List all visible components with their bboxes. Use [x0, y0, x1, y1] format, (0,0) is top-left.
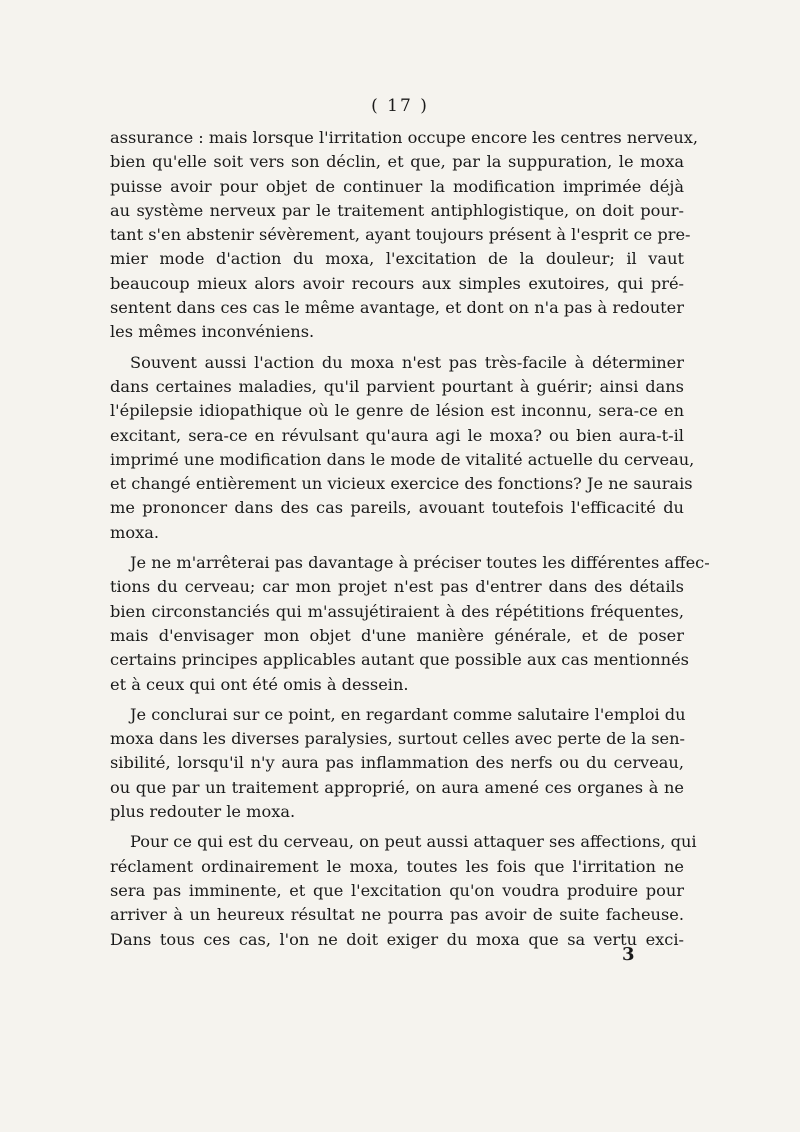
text-line: sera pas imminente, et que l'excitation qu'on voudra produire pour: [110, 880, 684, 900]
text-line: sibilité, lorsqu'il n'y aura pas inflammation des nerfs ou du cerveau,: [110, 753, 684, 773]
text-line: Dans tous ces cas, l'on ne doit exiger du moxa que sa vertu exci-: [110, 929, 684, 949]
text-line: moxa.: [110, 522, 160, 542]
text-line: les mêmes inconvéniens.: [110, 322, 315, 342]
text-line: Souvent aussi l'action du moxa n'est pas très-facile à déterminer: [130, 352, 684, 372]
text-line: assurance : mais lorsque l'irritation occupe encore les centres nerveux,: [110, 128, 699, 147]
text-line: bien qu'elle soit vers son déclin, et que, par la suppuration, le moxa: [110, 152, 684, 172]
text-line: plus redouter le moxa.: [110, 802, 296, 822]
text-line: l'épilepsie idiopathique où le genre de lésion est inconnu, sera-ce en: [110, 401, 684, 421]
text-line: ou que par un traitement approprié, on aura amené ces organes à ne: [110, 777, 684, 797]
body-text: [110, 126, 710, 952]
text-line: bien circonstanciés qui m'assujétiraient à des répétitions fréquentes,: [110, 601, 684, 621]
text-line: tant s'en abstenir sévèrement, ayant toujours présent à l'esprit ce pre-: [110, 225, 691, 245]
text-line: imprimé une modification dans le mode de vitalité actuelle du cerveau,: [110, 449, 695, 469]
paragraph: [110, 126, 699, 345]
text-line: réclament ordinairement le moxa, toutes les fois que l'irritation ne: [110, 856, 684, 876]
paragraph: [110, 551, 710, 697]
paragraph: [110, 703, 684, 824]
text-line: puisse avoir pour objet de continuer la modification imprimée déjà: [110, 176, 684, 196]
text-line: dans certaines maladies, qu'il parvient pourtant à guérir; ainsi dans: [110, 376, 684, 396]
text-line: beaucoup mieux alors avoir recours aux simples exutoires, qui pré-: [110, 273, 684, 293]
text-line: sentent dans ces cas le même avantage, et dont on n'a pas à redouter: [110, 298, 684, 318]
text-line: excitant, sera-ce en révulsant qu'aura agi le moxa? ou bien aura-t-il: [110, 425, 684, 445]
text-line: Pour ce qui est du cerveau, on peut aussi attaquer ses affections, qui: [130, 832, 697, 852]
text-line: mais d'envisager mon objet d'une manière générale, et de poser: [110, 625, 684, 645]
text-line: Je conclurai sur ce point, en regardant comme salutaire l'emploi du: [130, 704, 686, 724]
signature-mark: 3: [622, 944, 635, 965]
text-line: mier mode d'action du moxa, l'excitation de la douleur; il vaut: [110, 249, 684, 269]
text-line: et à ceux qui ont été omis à dessein.: [110, 674, 409, 694]
text-line: moxa dans les diverses paralysies, surtout celles avec perte de la sen-: [110, 729, 686, 749]
text-line: tions du cerveau; car mon projet n'est pas d'entrer dans des détails: [110, 577, 684, 597]
text-line: certains principes applicables autant que possible aux cas mentionnés: [110, 650, 689, 670]
text-line: arriver à un heureux résultat ne pourra pas avoir de suite facheuse.: [110, 905, 684, 925]
text-line: Je ne m'arrêterai pas davantage à préciser toutes les différentes affec-: [130, 553, 710, 573]
paragraph: [110, 830, 697, 951]
paragraph: [110, 351, 695, 545]
page-number: ( 17 ): [371, 96, 429, 116]
text-line: au système nerveux par le traitement antiphlogistique, on doit pour-: [110, 200, 684, 220]
text-line: me prononcer dans des cas pareils, avouant toutefois l'efficacité du: [110, 498, 684, 518]
text-line: et changé entièrement un vicieux exercice des fonctions? Je ne saurais: [110, 474, 693, 494]
